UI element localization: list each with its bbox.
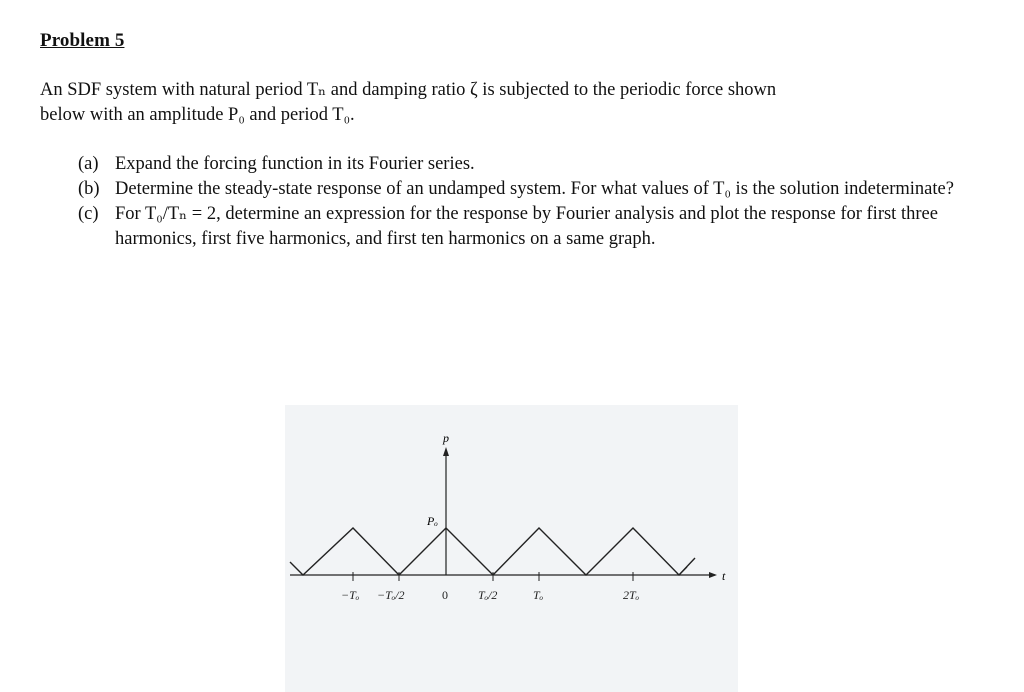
tick-label-T: Tₒ — [533, 588, 544, 602]
amplitude-label: Pₒ — [427, 514, 438, 528]
p-axis-arrow — [443, 447, 449, 456]
part-c — [78, 202, 978, 252]
wave-tail — [679, 567, 687, 575]
part-b-text: Determine the steady-state response of an undamped system. For what values of T₀ is the solution indeterminate? — [115, 179, 954, 199]
problem-statement-line-1: An SDF system with natural period Tₙ and damping ratio ζ is subjected to the periodic force shown — [40, 80, 777, 100]
problem-parts-list — [78, 152, 978, 252]
part-b-label: (b) — [78, 179, 100, 199]
tick-label-half-T: Tₒ/2 — [478, 588, 498, 602]
tick-label-minus-T: −Tₒ — [341, 588, 360, 602]
triangular-wave — [290, 528, 695, 575]
tick-label-2T: 2Tₒ — [623, 588, 640, 602]
p-axis-label: p — [443, 431, 449, 445]
problem-statement-line-2: below with an amplitude P₀ and period T₀. — [40, 105, 355, 125]
problem-title: Problem 5 — [40, 30, 125, 51]
part-a-label: (a) — [78, 154, 99, 174]
part-a — [78, 152, 978, 177]
part-c-label: (c) — [78, 204, 99, 224]
tick-label-minus-half-T: −Tₒ/2 — [377, 588, 405, 602]
part-a-text: Expand the forcing function in its Fourier series. — [115, 154, 475, 174]
t-axis-arrow — [709, 572, 717, 578]
part-c-text: For T₀/Tₙ = 2, determine an expression for the response by Fourier analysis and plot the response for first three harmonics, first five harmonics, and first ten harmonics on a same graph. — [115, 204, 938, 249]
problem-statement — [40, 78, 970, 128]
forcing-function-figure — [285, 405, 738, 692]
part-b — [78, 177, 978, 202]
t-axis-label: t — [722, 569, 726, 583]
tick-label-zero: 0 — [442, 588, 448, 602]
